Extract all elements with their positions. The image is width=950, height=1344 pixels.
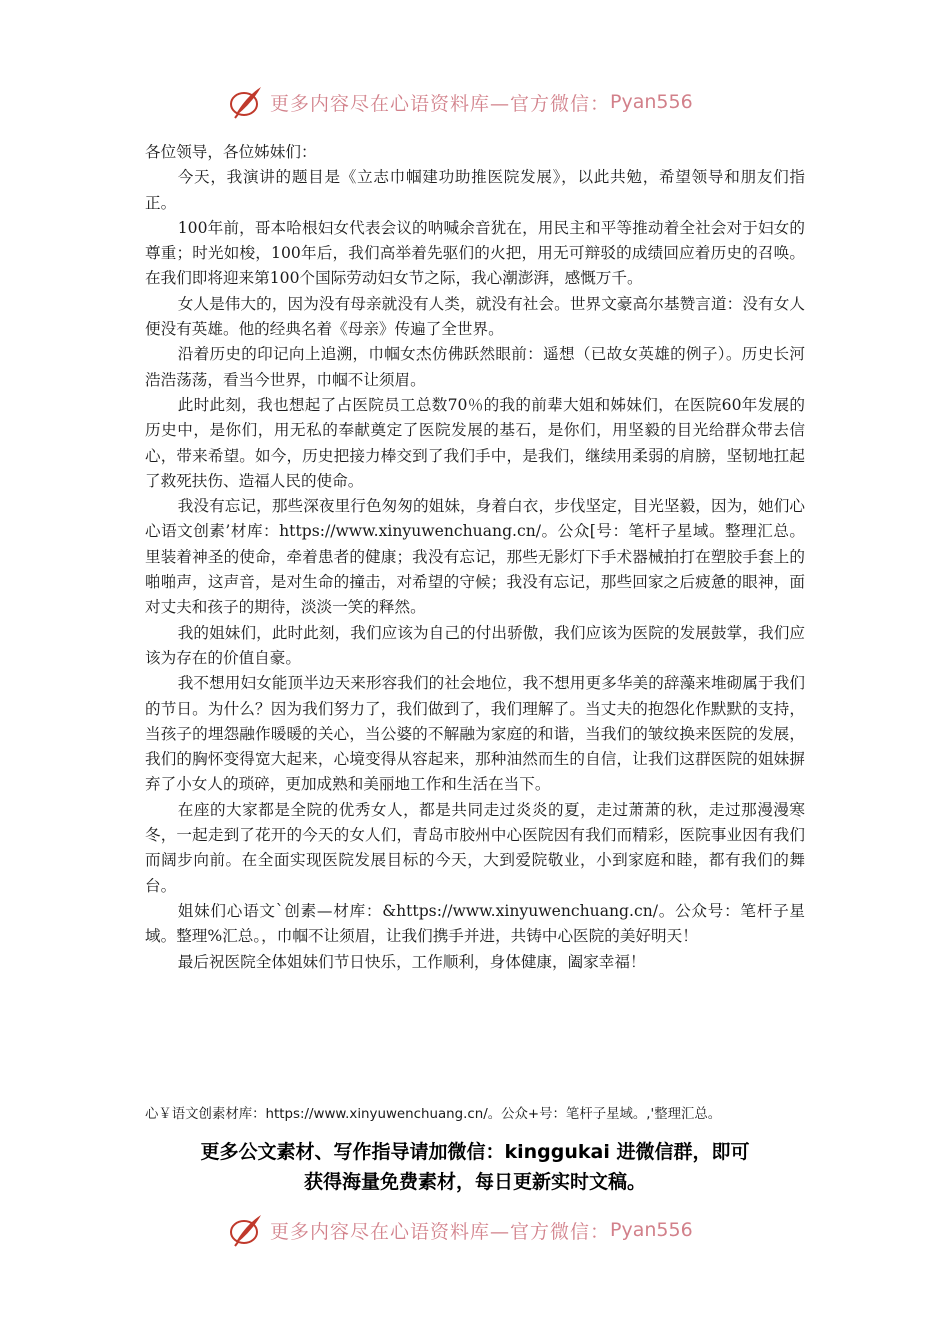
quill-pen-logo-icon <box>228 84 264 120</box>
banner-text: 更多内容尽在心语资料库—官方微信： <box>270 92 611 115</box>
paragraph-5: 此时此刻，我也想起了占医院员工总数70％的我的前辈大姐和姊妹们，在医院60年发展的历史中，是你们，用无私的奉献奠定了医院发展的基石，是你们，用坚毅的目光给群众带去信心，带来希望。如今，历史把接力棒交到了我们手中，是我们，继续用柔弱的肩膀，坚韧地扛起了救死扶伤、造福人民的使命。 <box>145 395 805 490</box>
paragraph-6: 我没有忘记，那些深夜里行色匆匆的姐妹，身着白衣，步伐坚定，目光坚毅，因为，她们心心语文创素’材库：https://www.xinyuwenchuang.cn/。公众[号：笔杆子星域。整理汇总。里装着神圣的使命，牵着患者的健康；我没有忘记，那些无影灯下手术器械拍打在塑胶手套上的啪啪声，这声音，是对生命的撞击，对希望的守候；我没有忘记，那些回家之后疲惫的眼神，面对丈夫和孩子的期待，淡淡一笑的释然。 <box>145 497 805 617</box>
paragraph-7: 我的姐妹们，此时此刻，我们应该为自己的付出骄傲，我们应该为医院的发展鼓掌，我们应该为存在的价值自豪。 <box>145 623 805 667</box>
paragraph-10: 姐妹们心语文`创素—材库：&https://www.xinyuwenchuang.cn/。公众号：笔杆子星域。整理%汇总。，巾帼不让须眉，让我们携手并进，共铸中心医院的美好明天！ <box>145 901 805 946</box>
banner-text: 更多内容尽在心语资料库—官方微信： <box>270 1220 611 1243</box>
promo-line-2: 获得海量免费素材，每日更新实时文稿。 <box>303 1171 646 1193</box>
paragraph-1: 今天，我演讲的题目是《立志巾帼建功助推医院发展》，以此共勉，希望领导和朋友们指正。 <box>145 168 805 212</box>
source-footer-line: 心￥语文创素材库：https://www.xinyuwenchuang.cn/。公众+号：笔杆子星域。,'整理汇总。 <box>145 1107 722 1122</box>
paragraph-2: 100年前，哥本哈根妇女代表会议的呐喊余音犹在，用民主和平等推动着全社会对于妇女的尊重；时光如梭，100年后，我们高举着先驱们的火把，用无可辩驳的成绩回应着历史的召唤。在我们即将迎来第100个国际劳动妇女节之际，我心潮澎湃，感慨万千。 <box>145 218 805 288</box>
quill-pen-logo-icon <box>228 1212 264 1248</box>
paragraph-8: 我不想用妇女能顶半边天来形容我们的社会地位，我不想用更多华美的辞藻来堆砌属于我们的节日。为什么？因为我们努力了，我们做到了，我们理解了。当丈夫的抱怨化作默默的支持，当孩子的埋怨融作暖暖的关心，当公婆的不解融为家庭的和谐，当我们的皱纹换来医院的发展，我们的胸怀变得宽大起来，心境变得从容起来，那种油然而生的自信，让我们这群医院的姐妹摒弃了小女人的琐碎，更加成熟和美丽地工作和生活在当下。 <box>145 674 805 794</box>
paragraph-11: 最后祝医院全体姐妹们节日快乐，工作顺利，身体健康，阖家幸福！ <box>177 952 646 971</box>
paragraph-4: 沿着历史的印记向上追溯，巾帼女杰仿佛跃然眼前：遥想（已故女英雄的例子）。历史长河浩浩荡荡，看当今世界，巾帼不让须眉。 <box>145 345 805 389</box>
paragraph-3: 女人是伟大的，因为没有母亲就没有人类，就没有社会。世界文豪高尔基赞言道：没有女人便没有英雄。他的经典名着《母亲》传遍了全世界。 <box>145 294 805 339</box>
footer-banner <box>228 1210 748 1250</box>
banner-wechat-id: Pyan556 <box>610 1219 693 1241</box>
promo-line-1: 更多公文素材、写作指导请加微信：kinggukai 进微信群，即可 <box>200 1141 750 1163</box>
header-banner <box>228 82 748 122</box>
salutation: 各位领导，各位姊妹们： <box>145 143 317 161</box>
banner-wechat-id: Pyan556 <box>610 91 693 113</box>
paragraph-9: 在座的大家都是全院的优秀女人，都是共同走过炎炎的夏，走过萧萧的秋，走过那漫漫寒冬，一起走到了花开的今天的女人们，青岛市胶州中心医院因有我们而精彩，医院事业因有我们而阔步向前。在全面实现医院发展目标的今天，大到爱院敬业，小到家庭和睦，都有我们的舞台。 <box>145 800 805 895</box>
speech-body <box>145 140 805 975</box>
promo-block <box>135 1137 815 1197</box>
